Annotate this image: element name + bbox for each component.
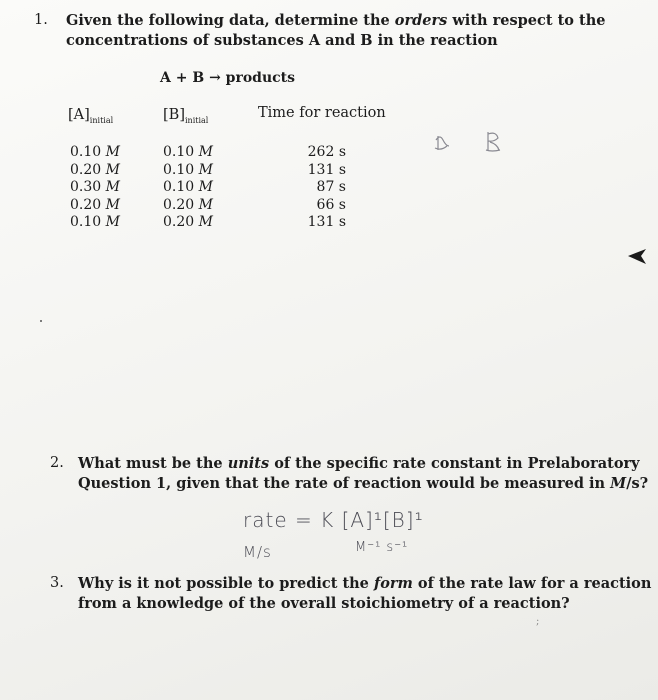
cell-a-row-3: 0.30 M bbox=[70, 179, 120, 195]
question-1-line-2: concentrations of substances A and B in the reaction bbox=[66, 32, 498, 49]
column-time-values bbox=[290, 144, 346, 232]
question-2-line-1: What must be the units of the specific rate constant in Prelaboratory bbox=[78, 455, 640, 472]
stray-dot bbox=[40, 320, 42, 322]
cell-b-row-2: 0.10 M bbox=[163, 161, 213, 178]
stray-mark: ; bbox=[536, 616, 540, 627]
question-1-line-1: Given the following data, determine the orders with respect to the bbox=[66, 12, 606, 29]
handwritten-units-right: M⁻¹ s⁻¹ bbox=[355, 540, 409, 555]
question-2-text bbox=[78, 454, 648, 494]
handwritten-units-left: M/s bbox=[243, 543, 272, 561]
cell-a-row-2: 0.20 M bbox=[70, 161, 120, 178]
cell-b-row-1: 0.10 M bbox=[163, 144, 213, 160]
header-b-initial: $[B]_{initial}$ bbox=[163, 107, 209, 125]
reaction-equation: A + B → products bbox=[160, 70, 296, 86]
cell-b-row-5: 0.20 M bbox=[163, 214, 213, 230]
cell-time-row-5: 131 s bbox=[307, 214, 346, 230]
cell-a-row-1: 0.10 M bbox=[70, 144, 120, 160]
question-3-line-1: Why is it not possible to predict the form of the rate law for a reaction bbox=[78, 575, 652, 592]
header-a-initial: $[A]_{initial}$ bbox=[68, 107, 114, 125]
cell-b-row-3: 0.10 M bbox=[163, 179, 213, 195]
cell-time-row-3: 87 s bbox=[316, 179, 346, 195]
column-a-values bbox=[70, 144, 120, 232]
question-1-number: 1. bbox=[34, 12, 48, 28]
cell-time-row-1: 262 s bbox=[307, 144, 346, 160]
cell-time-row-2: 131 s bbox=[307, 161, 346, 178]
column-b-values bbox=[163, 144, 213, 232]
handwritten-rate-law: rate = K [A]¹[B]¹ bbox=[243, 508, 424, 532]
header-time: Time for reaction bbox=[258, 105, 386, 121]
pencil-scribbles bbox=[430, 128, 510, 160]
question-3-line-2: from a knowledge of the overall stoichiometry of a reaction? bbox=[78, 595, 570, 612]
cell-a-row-5: 0.10 M bbox=[70, 214, 120, 230]
cell-a-row-4: 0.20 M bbox=[70, 196, 120, 213]
cell-time-row-4: 66 s bbox=[316, 196, 346, 213]
question-2-line-2: Question 1, given that the rate of reaction would be measured in M/s? bbox=[78, 475, 649, 492]
question-1-text bbox=[66, 11, 605, 51]
cell-b-row-4: 0.20 M bbox=[163, 196, 213, 213]
question-2-number: 2. bbox=[50, 455, 64, 471]
question-3-number: 3. bbox=[50, 575, 64, 591]
question-3-text bbox=[78, 574, 651, 614]
cursor-arrow-icon bbox=[626, 246, 650, 268]
